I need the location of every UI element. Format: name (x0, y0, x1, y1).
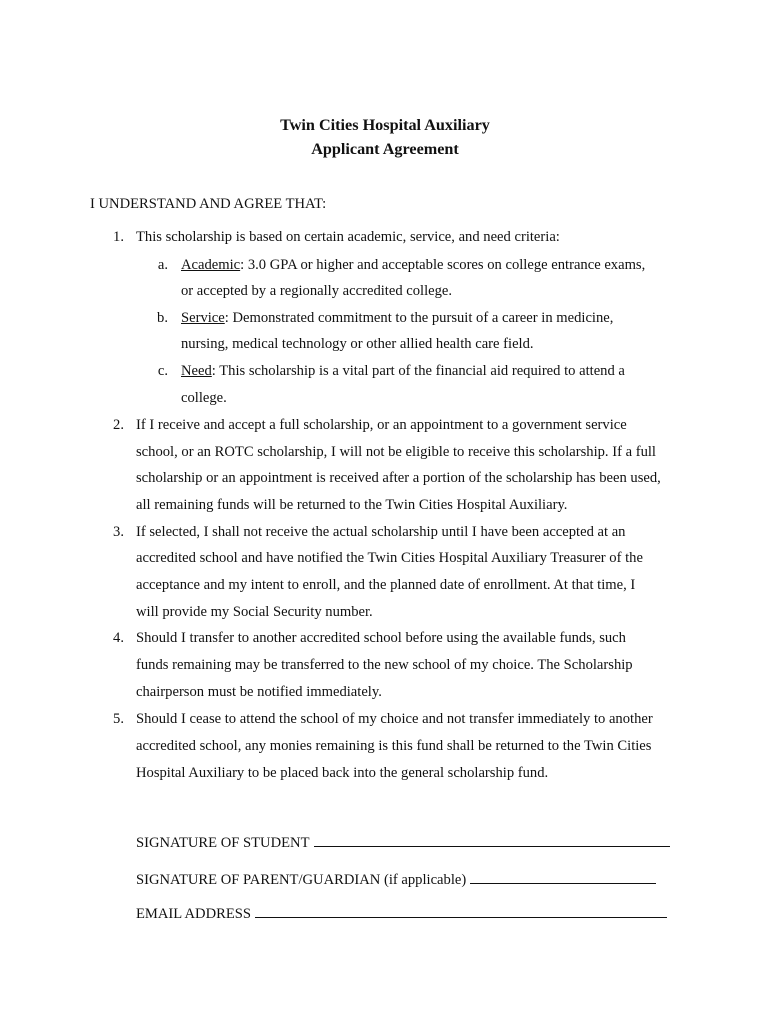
email-address-field[interactable] (255, 903, 667, 918)
item-text-line: school, or an ROTC scholarship, I will not be eligible to receive this scholarship. If a full (136, 444, 656, 460)
item-text-line: This scholarship is based on certain academic, service, and need criteria: (136, 229, 560, 245)
item-text-line: scholarship or an appointment is received after a portion of the scholarship has been used, (136, 470, 661, 486)
student-signature-row (136, 832, 670, 852)
item-text-line: Should I transfer to another accredited school before using the available funds, such (136, 630, 626, 646)
sub-item-line (181, 310, 613, 327)
item-text-line: acceptance and my intent to enroll, and the planned date of enrollment. At that time, I (136, 577, 636, 593)
sub-item-heading: Service (181, 310, 225, 326)
sub-item-heading: Need (181, 363, 212, 379)
item-text-line: accredited school and have notified the Twin Cities Hospital Auxiliary Treasurer of the (136, 550, 643, 566)
item-text-line: chairperson must be notified immediately. (136, 684, 382, 700)
sub-item-text: : 3.0 GPA or higher and acceptable scores on college entrance exams, (240, 257, 646, 273)
title-line-1: Twin Cities Hospital Auxiliary (280, 116, 490, 134)
sub-item-text: : This scholarship is a vital part of the financial aid required to attend a (211, 363, 625, 379)
item-text-line: will provide my Social Security number. (136, 604, 373, 620)
sub-item-text: : Demonstrated commitment to the pursuit of a career in medicine, (224, 310, 614, 326)
student-signature-label: SIGNATURE OF STUDENT (136, 835, 310, 851)
item-number: 1. (113, 229, 124, 245)
intro-statement: I UNDERSTAND AND AGREE THAT: (90, 196, 327, 212)
item-number: 5. (113, 711, 124, 727)
sub-item-heading: Academic (181, 257, 241, 273)
sub-item-line (181, 363, 625, 380)
student-signature-field[interactable] (314, 832, 670, 847)
item-text-line: If I receive and accept a full scholarship, or an appointment to a government service (136, 417, 627, 433)
title-line-2: Applicant Agreement (311, 140, 459, 158)
item-text-line: all remaining funds will be returned to the Twin Cities Hospital Auxiliary. (136, 497, 568, 513)
item-text-line: If selected, I shall not receive the actual scholarship until I have been accepted at an (136, 524, 626, 540)
sub-item-letter: b. (157, 310, 168, 326)
item-text-line: funds remaining may be transferred to the new school of my choice. The Scholarship (136, 657, 633, 673)
sub-item-continuation: college. (181, 390, 227, 406)
item-text-line: accredited school, any monies remaining is this fund shall be returned to the Twin Cities (136, 738, 652, 754)
sub-item-continuation: nursing, medical technology or other allied health care field. (181, 336, 534, 352)
parent-signature-row (136, 869, 656, 889)
parent-signature-field[interactable] (470, 869, 656, 884)
sub-item-letter: c. (157, 363, 168, 379)
sub-item-letter: a. (157, 257, 168, 273)
email-address-label: EMAIL ADDRESS (136, 906, 252, 922)
item-number: 4. (113, 630, 124, 646)
parent-signature-label: SIGNATURE OF PARENT/GUARDIAN (if applicable) (136, 872, 467, 888)
item-number: 3. (113, 524, 124, 540)
item-text-line: Hospital Auxiliary to be placed back into the general scholarship fund. (136, 765, 549, 781)
item-number: 2. (113, 417, 124, 433)
item-text-line: Should I cease to attend the school of my choice and not transfer immediately to another (136, 711, 653, 727)
email-address-row (136, 903, 667, 923)
sub-item-line (181, 257, 645, 274)
sub-item-continuation: or accepted by a regionally accredited college. (181, 283, 453, 299)
